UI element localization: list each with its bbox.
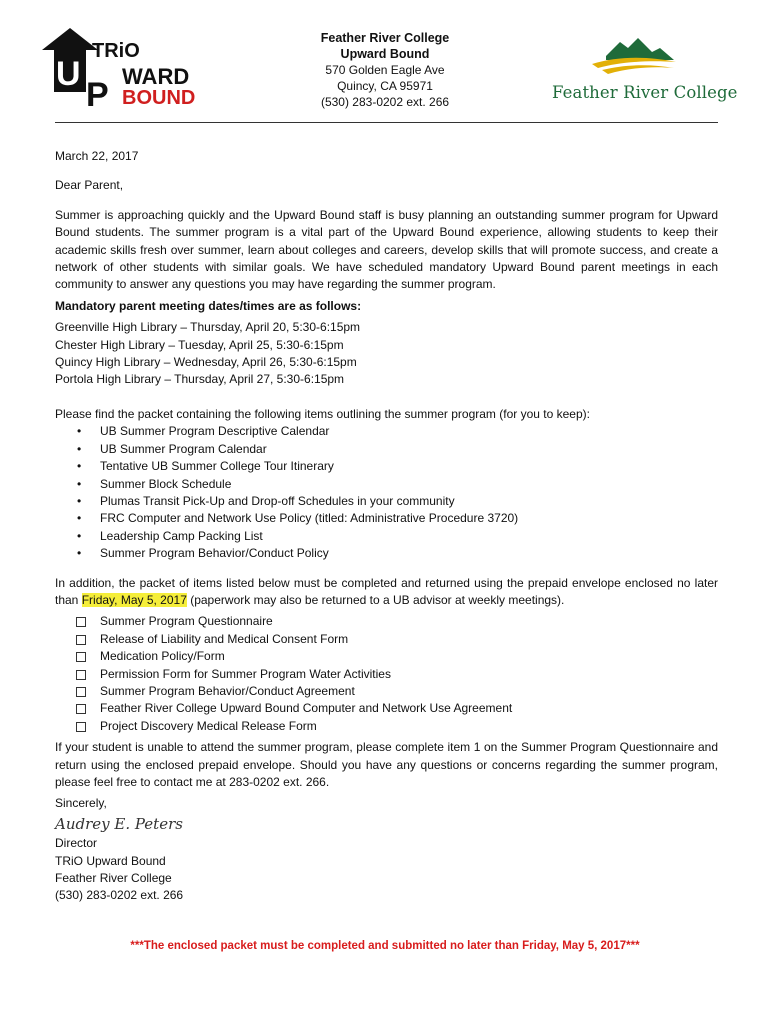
meeting-item: Portola High Library – Thursday, April 27, 5:30-6:15pm — [55, 372, 345, 387]
sender-phone: (530) 283-0202 ext. 266 — [55, 888, 184, 903]
return-item: Medication Policy/Form — [55, 648, 718, 665]
frc-logo-text: Feather River College — [552, 83, 738, 102]
sender-program: TRiO Upward Bound — [55, 853, 166, 868]
return-item: Project Discovery Medical Release Form — [55, 718, 718, 735]
signature: Audrey E. Peters — [55, 814, 183, 833]
org-address-block — [270, 30, 500, 110]
checkbox-icon — [76, 617, 86, 627]
footer-notice: ***The enclosed packet must be completed and submitted no later than Friday, May 5, 2017*** — [130, 940, 640, 952]
packet-item: • UB Summer Program Calendar — [77, 441, 267, 456]
packet-item: • Summer Program Behavior/Conduct Policy — [77, 546, 329, 561]
checkbox-icon — [76, 652, 86, 662]
checkbox-icon — [76, 635, 86, 645]
meeting-item: Chester High Library – Tuesday, April 25, 5:30-6:15pm — [55, 337, 344, 352]
packet-item: • Leadership Camp Packing List — [77, 528, 263, 543]
meeting-item: Quincy High Library – Wednesday, April 26, 5:30-6:15pm — [55, 355, 357, 370]
header-divider — [55, 122, 718, 123]
trio-logo-bound: BOUND — [122, 87, 196, 108]
packet-intro: Please find the packet containing the following items outlining the summer program (for you to keep): — [55, 406, 590, 421]
return-item: Feather River College Upward Bound Computer and Network Use Agreement — [55, 700, 718, 717]
checkbox-icon — [76, 704, 86, 714]
return-deadline: Friday, May 5, 2017 — [81, 592, 187, 607]
sender-org: Feather River College — [55, 871, 172, 886]
return-item: Summer Program Behavior/Conduct Agreement — [55, 683, 718, 700]
return-item: Permission Form for Summer Program Water Activities — [55, 666, 718, 683]
return-item: Release of Liability and Medical Consent Form — [55, 631, 718, 648]
meetings-heading: Mandatory parent meeting dates/times are as follows: — [55, 298, 362, 313]
checkbox-icon — [76, 722, 86, 732]
intro-paragraph: Summer is approaching quickly and the Upward Bound staff is busy planning an outstanding summer program for Upward Bound students. The summer program is a vital part of the Upward Bound experience, allowing students to keep their academic skills fresh over summer, learn about colleges and careers, develop skills that will promote success, and create a network of other students with similar goals. We have scheduled mandatory Upward Bound parent meetings in each community to answer any questions you may have regarding the summer program. — [55, 207, 718, 292]
packet-item: • Tentative UB Summer College Tour Itinerary — [77, 459, 334, 474]
trio-logo-trio: TRiO — [92, 40, 140, 62]
closing-paragraph: If your student is unable to attend the summer program, please complete item 1 on the Summer Program Questionnaire and return using the enclosed prepaid envelope. Should you have any questions or concerns regarding the summer program, please feel free to contact me at 283-0202 ext. 266. — [55, 740, 718, 789]
return-item: Summer Program Questionnaire — [55, 613, 718, 630]
trio-upward-bound-logo — [42, 28, 197, 108]
packet-item: • Plumas Transit Pick-Up and Drop-off Schedules in your community — [77, 493, 455, 508]
return-paragraph: In addition, the packet of items listed below must be completed and returned using the prepaid envelope enclosed no later than Friday, May 5, 2017 (paperwork may also be returned to a UB advisor at weekly meetings). — [55, 575, 718, 607]
trio-logo-ward: WARD — [122, 64, 190, 89]
packet-item: • UB Summer Program Descriptive Calendar — [77, 424, 330, 439]
checkbox-icon — [76, 670, 86, 680]
closing: Sincerely, — [55, 796, 107, 811]
letter-body — [55, 148, 718, 905]
packet-items-list — [55, 423, 718, 562]
org-name: Feather River College — [320, 31, 450, 45]
phone: (530) 283-0202 ext. 266 — [320, 95, 450, 109]
packet-item: • Summer Block Schedule — [77, 476, 232, 491]
trio-logo-u: U — [56, 55, 81, 93]
sender-title: Director — [55, 836, 98, 851]
address-line-2: Quincy, CA 95971 — [337, 79, 433, 93]
trio-logo-p: P — [86, 76, 109, 108]
return-items-list — [55, 613, 718, 735]
address-line-1: 570 Golden Eagle Ave — [325, 63, 445, 77]
letter-date: March 22, 2017 — [55, 149, 139, 163]
checkbox-icon — [76, 687, 86, 697]
meetings-list — [55, 319, 718, 389]
salutation: Dear Parent, — [55, 178, 124, 193]
program-name: Upward Bound — [340, 47, 430, 61]
meeting-item: Greenville High Library – Thursday, April 20, 5:30-6:15pm — [55, 320, 361, 335]
packet-item: • FRC Computer and Network Use Policy (titled: Administrative Procedure 3720) — [77, 511, 519, 526]
